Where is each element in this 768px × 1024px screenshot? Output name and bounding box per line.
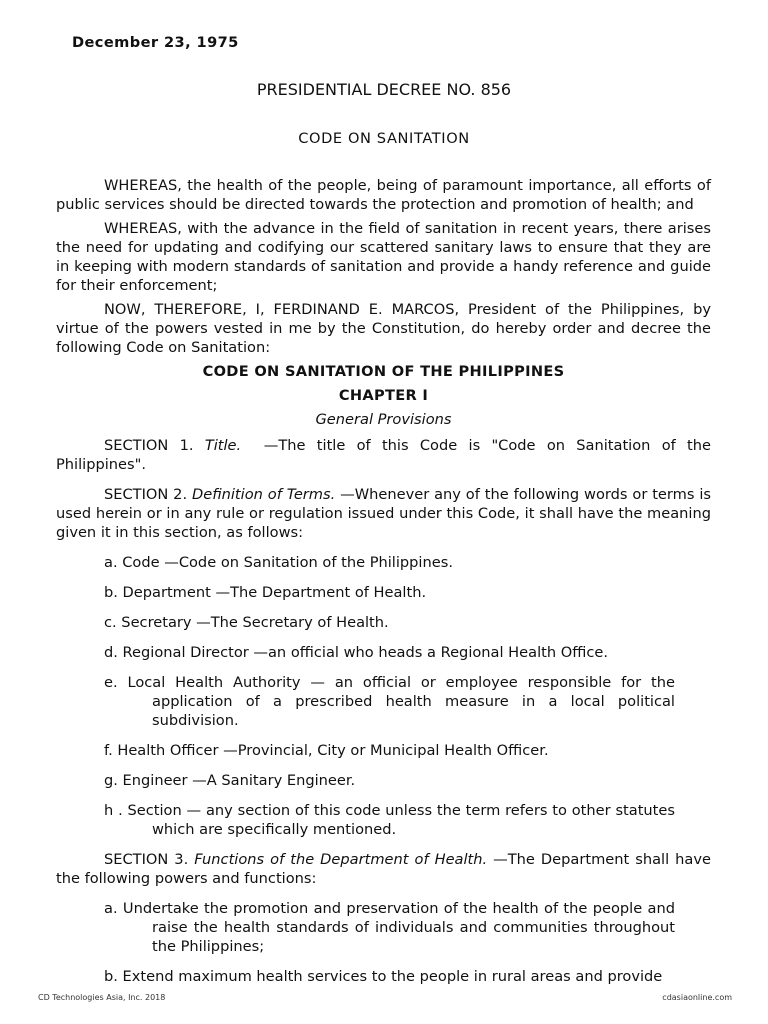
footer-publisher: CD Technologies Asia, Inc. 2018 [38, 993, 166, 1002]
definition-item: b. Department —The Department of Health. [104, 584, 427, 601]
whereas-clause-1: WHEREAS, the health of the people, being of paramount importance, all efforts of public services should be directed towards the protection and promotion of health; and [56, 177, 711, 213]
now-therefore-clause: NOW, THEREFORE, I, FERDINAND E. MARCOS, President of the Philippines, by virtue of the powers vested in me by the Constitution, do hereby order and decree the following Code on Sanitation: [56, 301, 711, 356]
definition-item: g. Engineer —A Sanitary Engineer. [104, 772, 356, 789]
document-body [56, 176, 711, 997]
chapter-heading: CHAPTER I [338, 387, 429, 404]
definition-item: e. Local Health Authority — an official or employee responsible for the application of a prescribed health measure in a local political subdivision. [104, 674, 675, 729]
definition-item: a. Code —Code on Sanitation of the Philippines. [104, 554, 453, 571]
definition-item: c. Secretary —The Secretary of Health. [104, 614, 389, 631]
footer-website: cdasiaonline.com [662, 993, 732, 1002]
definition-item: h . Section — any section of this code unless the term refers to other statutes which are specifically mentioned. [104, 802, 675, 838]
function-item: a. Undertake the promotion and preservation of the health of the people and raise the health standards of individuals and communities throughout the Philippines; [104, 900, 675, 955]
section-3 [56, 850, 711, 888]
definition-item: d. Regional Director —an official who heads a Regional Health Office. [104, 644, 608, 661]
section-2-title: Definition of Terms. [191, 486, 336, 503]
document-date: December 23, 1975 [72, 34, 239, 51]
section-3-text: —The Department shall have the following powers and functions: [56, 851, 711, 887]
function-item: b. Extend maximum health services to the people in rural areas and provide [104, 968, 663, 985]
section-3-title: Functions of the Department of Health. [194, 851, 488, 868]
decree-subtitle: CODE ON SANITATION [298, 130, 470, 147]
section-2-text: —Whenever any of the following words or terms is used herein or in any rule or regulation issued under this Code, it shall have the meaning given it in this section, as follows: [56, 486, 711, 541]
code-heading: CODE ON SANITATION OF THE PHILIPPINES [202, 363, 565, 380]
section-2-prefix: SECTION 2. [104, 486, 188, 503]
section-3-prefix: SECTION 3. [104, 851, 189, 868]
decree-title: PRESIDENTIAL DECREE NO. 856 [256, 80, 512, 99]
whereas-clause-2: WHEREAS, with the advance in the field of sanitation in recent years, there arises the need for updating and codifying our scattered sanitary laws to ensure that they are in keeping with modern standards of sanitation and provide a handy reference and guide for their enforcement; [56, 220, 711, 294]
chapter-title: General Provisions [315, 411, 452, 428]
section-1-text: —The title of this Code is "Code on Sanitation of the Philippines". [56, 437, 711, 473]
section-1-prefix: SECTION 1. [104, 437, 194, 454]
definition-item: f. Health Officer —Provincial, City or Municipal Health Officer. [104, 742, 549, 759]
section-1-title: Title. [204, 437, 242, 454]
section-1 [56, 436, 711, 474]
section-2 [56, 485, 711, 542]
